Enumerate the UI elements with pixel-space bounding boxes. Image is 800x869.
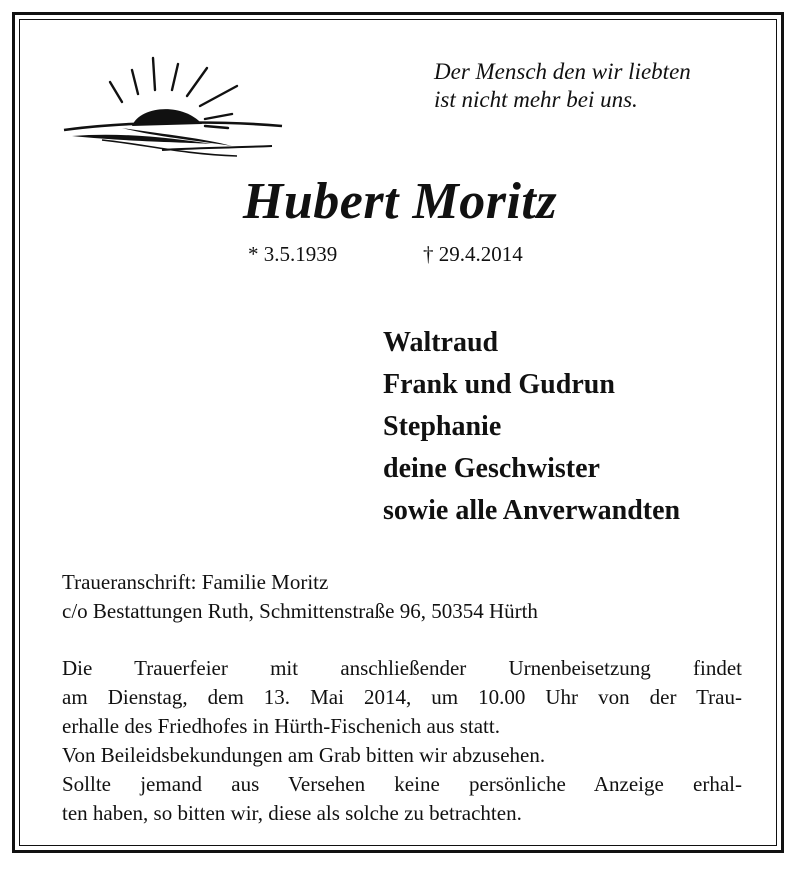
motto-line-1: Der Mensch den wir liebten <box>434 59 691 84</box>
mourner-name: Waltraud <box>383 327 499 358</box>
mourning-address <box>62 568 538 626</box>
mourner-name: Frank und Gudrun <box>383 369 615 400</box>
motto <box>434 58 691 114</box>
notice-line: erhalle des Friedhofes in Hürth-Fischenich aus statt. <box>62 714 500 738</box>
deceased-name: Hubert Moritz <box>242 173 558 230</box>
rising-sun-icon <box>62 56 284 160</box>
address-line-1: Traueranschrift: Familie Moritz <box>62 570 329 594</box>
motto-line-2: ist nicht mehr bei uns. <box>434 87 638 112</box>
mourner-name: deine Geschwister <box>383 453 600 484</box>
birth-date: * 3.5.1939 <box>248 242 338 266</box>
funeral-notice <box>62 654 742 828</box>
address-line-2: c/o Bestattungen Ruth, Schmittenstraße 96, 50354 Hürth <box>62 599 538 623</box>
mourners-list <box>383 322 680 532</box>
mourner-name: sowie alle Anverwandten <box>383 495 681 526</box>
notice-line: am Dienstag, dem 13. Mai 2014, um 10.00 Uhr von der Trau- <box>62 685 742 709</box>
notice-line: Von Beileidsbekundungen am Grab bitten wir abzusehen. <box>62 743 546 767</box>
mourner-name: Stephanie <box>383 411 502 442</box>
notice-line: Sollte jemand aus Versehen keine persönliche Anzeige erhal- <box>62 772 742 796</box>
death-date: † 29.4.2014 <box>423 242 523 266</box>
notice-line: ten haben, so bitten wir, diese als solche zu betrachten. <box>62 801 522 825</box>
notice-line: Die Trauerfeier mit anschließender Urnenbeisetzung findet <box>62 656 742 680</box>
